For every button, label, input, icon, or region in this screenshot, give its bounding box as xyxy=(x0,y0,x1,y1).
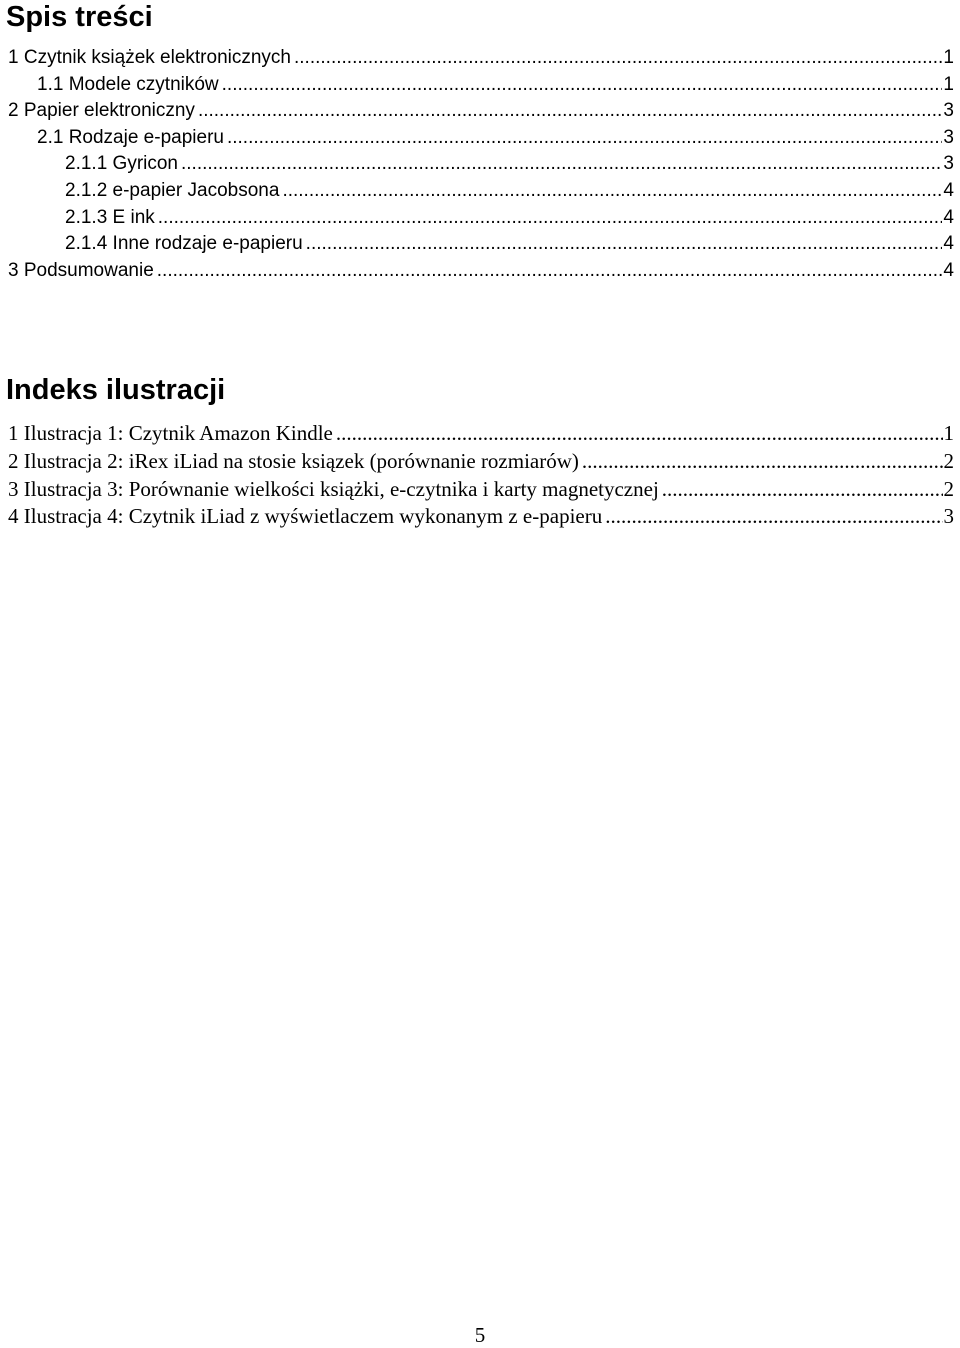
toc-entry-label: 1 Czytnik książek elektronicznych xyxy=(8,47,291,68)
toc-entry[interactable] xyxy=(0,45,960,72)
toc-entry-label: 2.1.3 E ink xyxy=(65,206,155,228)
dot-leader xyxy=(582,448,943,476)
toc-entry[interactable] xyxy=(0,151,960,178)
figure-entry[interactable] xyxy=(0,503,960,531)
toc-entry[interactable] xyxy=(0,178,960,205)
dot-leader xyxy=(157,258,943,285)
dot-leader xyxy=(222,72,943,99)
toc-entry[interactable] xyxy=(0,205,960,232)
toc-entry-label: 1.1 Modele czytników xyxy=(37,73,219,95)
dot-leader xyxy=(294,45,942,72)
figure-index-heading: Indeks ilustracji xyxy=(6,374,226,406)
toc-entry-label: 2.1.1 Gyricon xyxy=(65,153,178,175)
dot-leader xyxy=(198,98,942,125)
toc-entry[interactable] xyxy=(0,72,960,99)
toc-entry-page: 3 xyxy=(943,153,954,175)
toc-entry-page: 1 xyxy=(943,47,954,68)
toc-entry-page: 1 xyxy=(943,73,954,95)
dot-leader xyxy=(336,420,943,448)
toc-entry-page: 3 xyxy=(943,100,954,122)
toc-entry-label: 3 Podsumowanie xyxy=(8,259,154,281)
figure-entry[interactable] xyxy=(0,476,960,504)
figure-index-list xyxy=(0,420,960,531)
toc-entry[interactable] xyxy=(0,231,960,258)
toc-entry-label: 2.1 Rodzaje e-papieru xyxy=(37,126,224,148)
toc-entry[interactable] xyxy=(0,258,960,285)
figure-entry-label: 4 Ilustracja 4: Czytnik iLiad z wyświetlaczem wykonanym z e-papieru xyxy=(8,504,603,529)
dot-leader xyxy=(306,231,943,258)
dot-leader xyxy=(227,125,942,152)
dot-leader xyxy=(282,178,942,205)
figure-entry-page: 2 xyxy=(943,448,954,473)
figure-entry-label: 1 Ilustracja 1: Czytnik Amazon Kindle xyxy=(8,421,333,445)
figure-entry-page: 2 xyxy=(943,476,954,501)
toc-entry-page: 3 xyxy=(943,126,954,148)
page-number: 5 xyxy=(474,1323,486,1347)
toc-entry-page: 4 xyxy=(943,206,954,228)
toc-entry-label: 2.1.4 Inne rodzaje e-papieru xyxy=(65,233,303,255)
toc-entry-page: 4 xyxy=(943,259,954,281)
toc-entry[interactable] xyxy=(0,125,960,152)
dot-leader xyxy=(181,151,942,178)
dot-leader xyxy=(158,205,943,232)
toc-entry-label: 2.1.2 e-papier Jacobsona xyxy=(65,179,280,201)
figure-entry-page: 3 xyxy=(943,504,954,529)
figure-entry[interactable] xyxy=(0,448,960,476)
toc-entry-label: 2 Papier elektroniczny xyxy=(8,100,195,122)
figure-entry-label: 2 Ilustracja 2: iRex iLiad na stosie ksiązek (porównanie rozmiarów) xyxy=(8,448,579,473)
figure-entry-label: 3 Ilustracja 3: Porównanie wielkości książki, e-czytnika i karty magnetycznej xyxy=(8,476,659,501)
toc-list xyxy=(0,45,960,284)
figure-entry-page: 1 xyxy=(943,421,954,445)
figure-entry[interactable] xyxy=(0,420,960,448)
toc-heading: Spis treści xyxy=(6,1,153,33)
toc-entry[interactable] xyxy=(0,98,960,125)
toc-entry-page: 4 xyxy=(943,179,954,201)
toc-entry-page: 4 xyxy=(943,233,954,255)
dot-leader xyxy=(662,476,943,504)
dot-leader xyxy=(605,503,942,531)
